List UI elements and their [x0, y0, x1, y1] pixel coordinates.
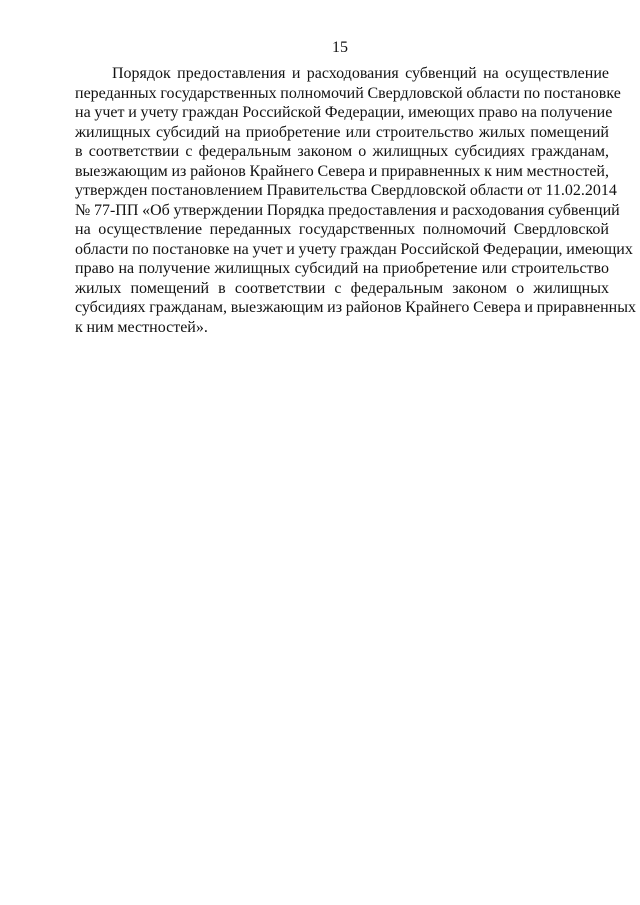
paragraph-line-10: области по постановке на учет и учету граждан Российской Федерации, имеющих	[75, 240, 633, 258]
paragraph-line-9: на осуществление переданных государственных полномочий Свердловской	[75, 221, 609, 238]
paragraph-line-11: право на получение жилищных субсидий на приобретение или строительство	[75, 260, 609, 277]
paragraph-line-7: утвержден постановлением Правительства Свердловской области от 11.02.2014	[75, 182, 617, 199]
paragraph-line-8: № 77-ПП «Об утверждении Порядка предоставления и расходования субвенций	[75, 201, 620, 219]
paragraph-line-14: к ним местностей».	[75, 318, 208, 336]
main-paragraph	[75, 64, 636, 337]
paragraph-line-13: субсидиях гражданам, выезжающим из районов Крайнего Севера и приравненных	[75, 299, 636, 316]
paragraph-line-5: в соответствии с федеральным законом о жилищных субсидиях гражданам,	[75, 143, 609, 160]
paragraph-line-6: выезжающим из районов Крайнего Севера и приравненных к ним местностей,	[75, 162, 609, 180]
page-number: 15	[332, 39, 348, 56]
paragraph-line-2: переданных государственных полномочий Свердловской области по постановке	[75, 84, 621, 102]
paragraph-line-12: жилых помещений в соответствии с федеральным законом о жилищных	[75, 279, 609, 297]
paragraph-line-4: жилищных субсидий на приобретение или строительство жилых помещений	[75, 123, 609, 141]
paragraph-line-3: на учет и учету граждан Российской Федерации, имеющих право на получение	[75, 104, 613, 121]
paragraph-line-1: Порядок предоставления и расходования субвенций на осуществление	[112, 65, 609, 82]
